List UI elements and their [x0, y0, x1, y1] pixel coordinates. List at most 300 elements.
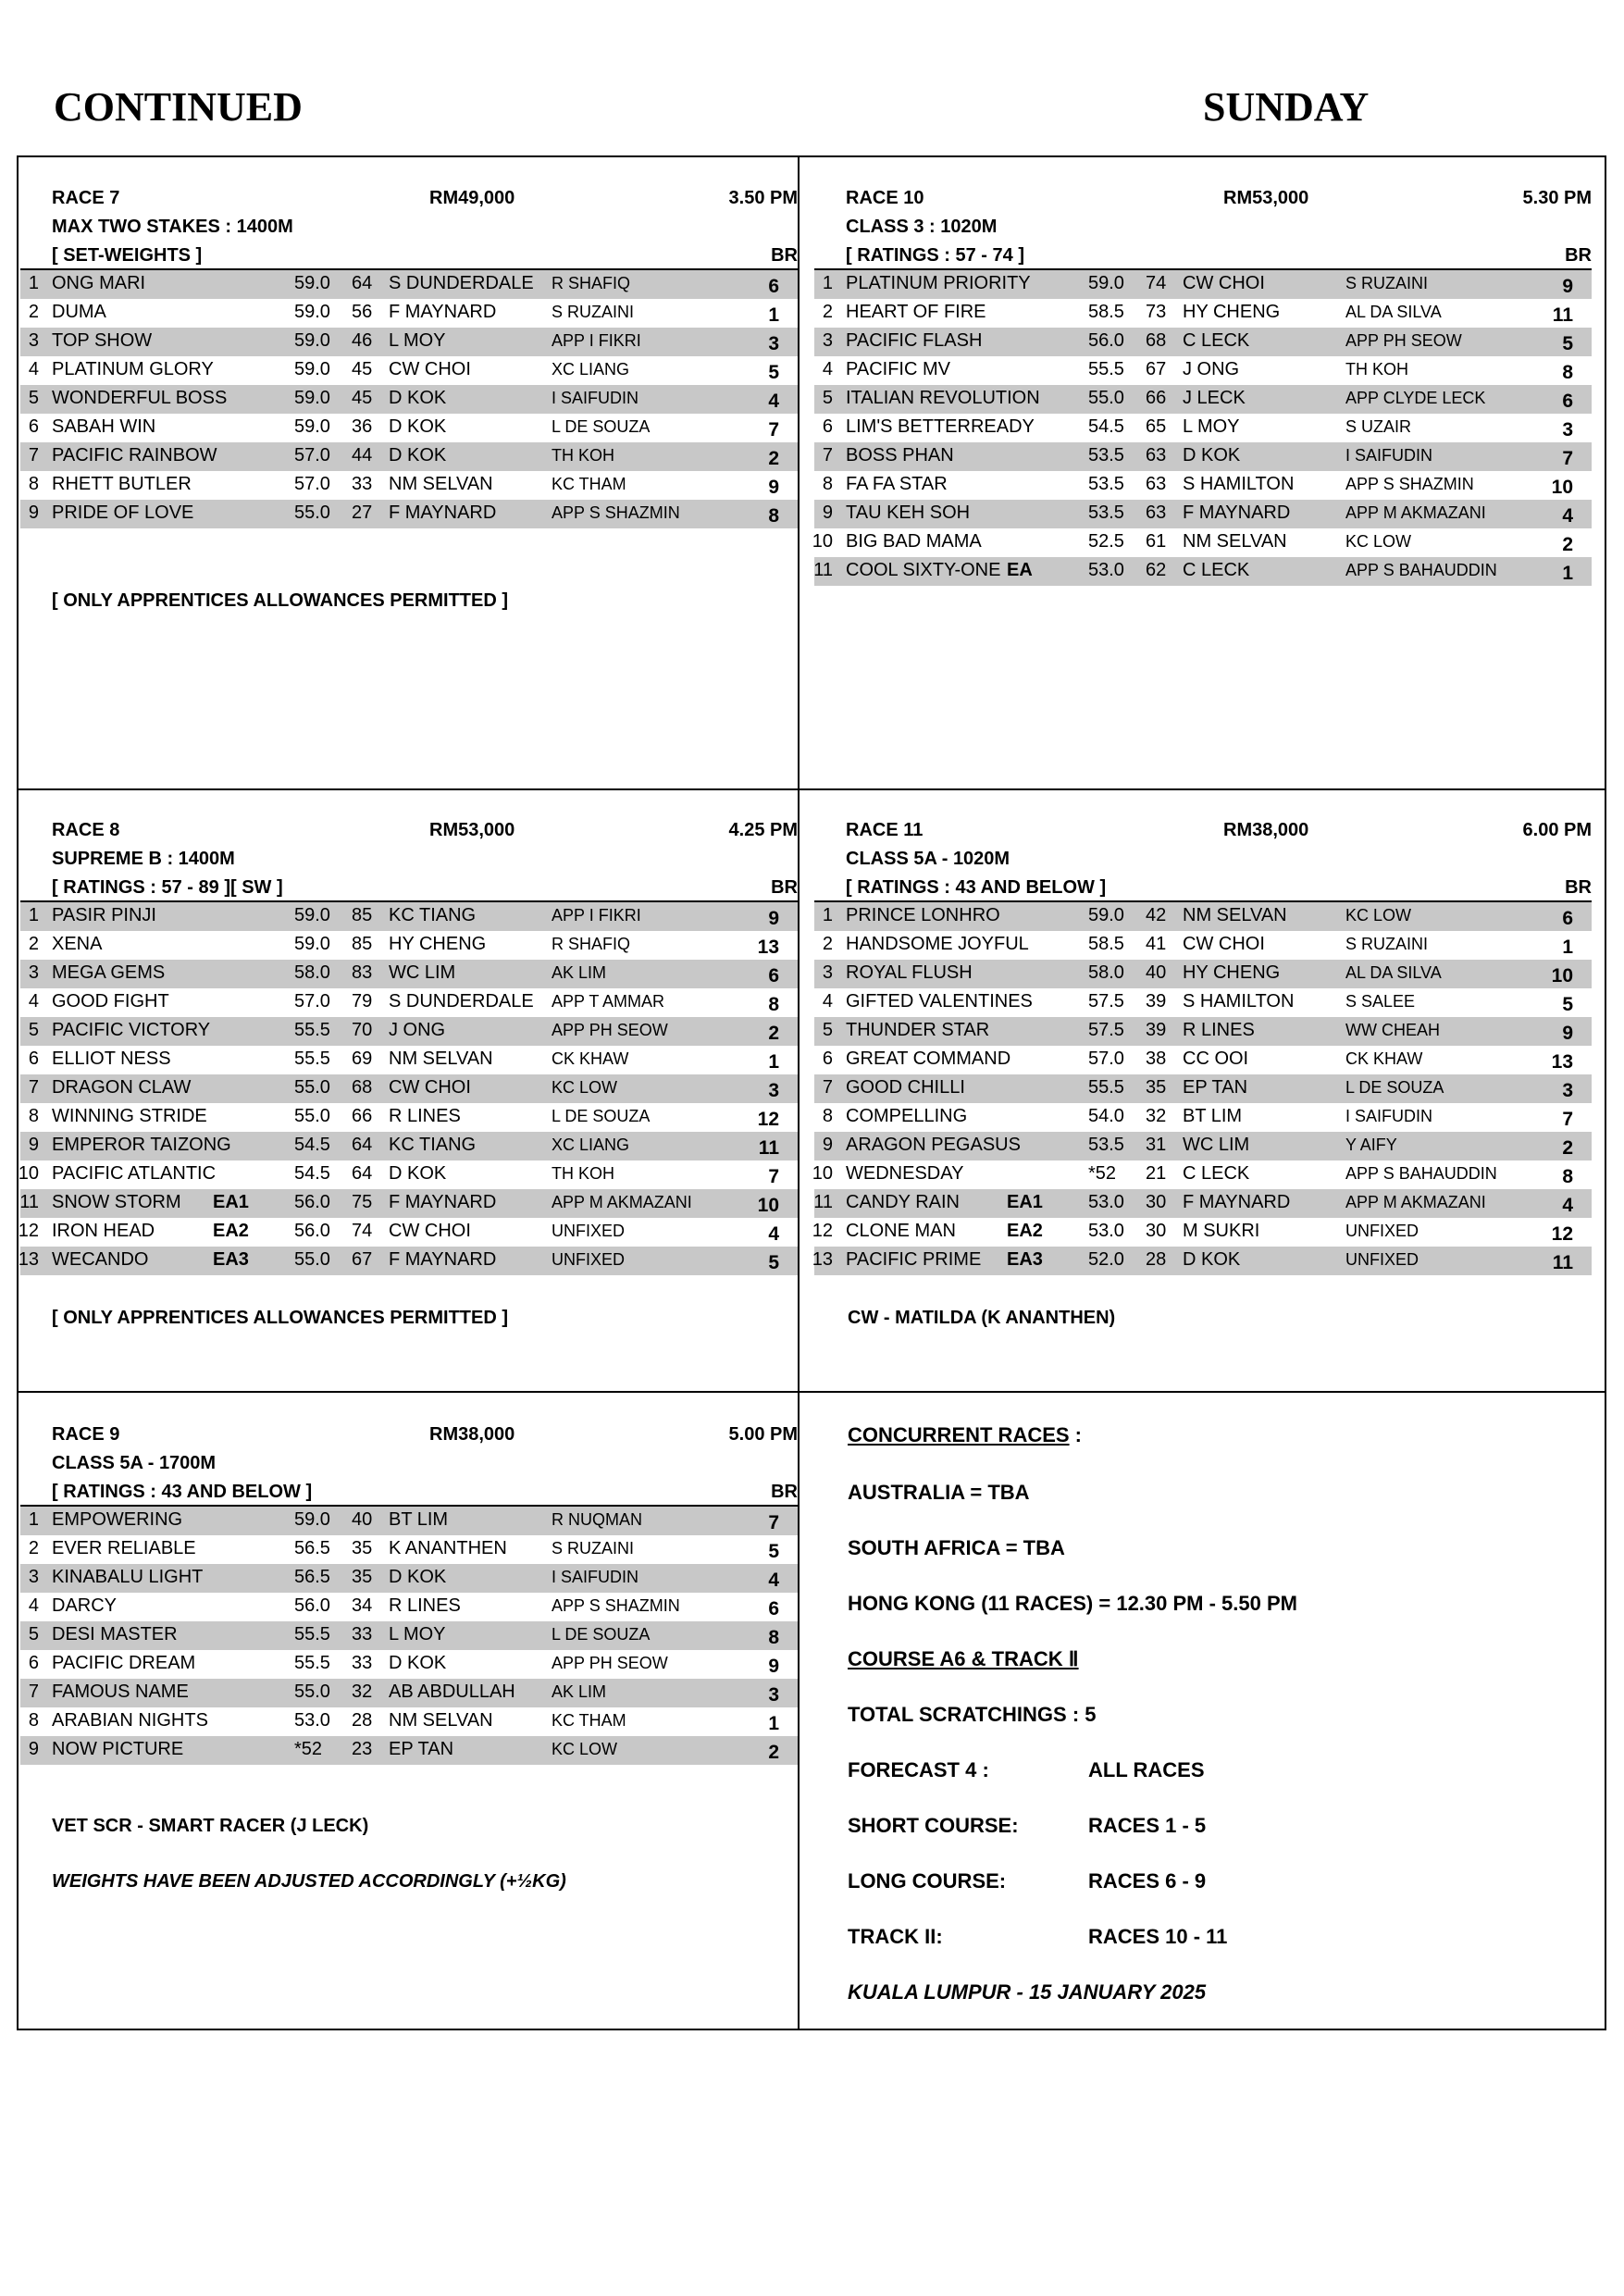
jockey-name: R LINES — [1183, 1020, 1255, 1040]
jockey-name: D KOK — [389, 445, 447, 465]
weight: 55.5 — [1088, 359, 1124, 379]
race-time: 5.00 PM — [728, 1424, 798, 1445]
horse-name: RHETT BUTLER — [52, 474, 192, 494]
weight: 56.5 — [294, 1538, 330, 1558]
jockey-name: AB ABDULLAH — [389, 1682, 515, 1702]
barrier-draw: 6 — [768, 965, 779, 987]
horse-name: THUNDER STAR — [846, 1020, 990, 1040]
jockey-name: D KOK — [1183, 1249, 1241, 1270]
course-track-line: COURSE A6 & TRACK Ⅱ — [848, 1647, 1079, 1670]
trainer-name: APP S SHAZMIN — [552, 1596, 680, 1615]
runner-number: 13 — [812, 1249, 833, 1270]
runner-row — [20, 328, 798, 356]
horse-name: GREAT COMMAND — [846, 1049, 1011, 1069]
jockey-name: J ONG — [1183, 359, 1240, 379]
race-ratings: [ RATINGS : 43 AND BELOW ] — [846, 877, 1107, 898]
rating: 35 — [1146, 1077, 1167, 1098]
runner-number: 3 — [822, 330, 833, 351]
barrier-draw: 4 — [768, 391, 779, 412]
runner-row — [814, 356, 1592, 385]
runner-row — [814, 299, 1592, 328]
forecast-value: ALL RACES — [1088, 1758, 1205, 1781]
runner-number: 8 — [822, 474, 833, 494]
concurrent-races-colon: : — [1069, 1423, 1083, 1446]
barrier-draw: 12 — [757, 1109, 779, 1130]
horse-name: PRIDE OF LOVE — [52, 503, 194, 523]
trainer-name: AL DA SILVA — [1345, 303, 1442, 321]
rating: 74 — [1146, 273, 1167, 293]
race-ratings: [ SET-WEIGHTS ] — [52, 245, 203, 266]
trainer-name: R SHAFIQ — [552, 274, 631, 292]
trainer-name: UNFIXED — [552, 1250, 626, 1269]
horse-name: PLATINUM GLORY — [52, 359, 214, 379]
runner-row — [20, 270, 798, 299]
barrier-draw: 8 — [768, 1627, 779, 1648]
australia-line: AUSTRALIA = TBA — [848, 1481, 1030, 1504]
runner-number: 5 — [822, 388, 833, 408]
weight: 53.0 — [1088, 1192, 1124, 1212]
runner-row — [20, 1247, 798, 1275]
rating: 83 — [352, 962, 373, 983]
runner-row — [20, 1650, 798, 1679]
race-prize: RM49,000 — [429, 188, 515, 208]
ea-tag: EA3 — [1007, 1249, 1043, 1270]
jockey-name: EP TAN — [1183, 1077, 1248, 1098]
trainer-name: APP S SHAZMIN — [1345, 475, 1474, 493]
runner-row — [20, 1218, 798, 1247]
horse-name: ITALIAN REVOLUTION — [846, 388, 1040, 408]
jockey-name: K ANANTHEN — [389, 1538, 507, 1558]
horse-name: GOOD CHILLI — [846, 1077, 965, 1098]
runner-row — [814, 1160, 1592, 1189]
jockey-name: CW CHOI — [389, 359, 471, 379]
runner-number: 3 — [28, 1567, 39, 1587]
rating: 69 — [352, 1049, 373, 1069]
runner-row — [814, 988, 1592, 1017]
jockey-name: HY CHENG — [389, 934, 487, 954]
jockey-name: D KOK — [389, 1163, 447, 1184]
runner-number: 1 — [28, 1509, 39, 1530]
forecast-label: FORECAST 4 : — [848, 1758, 989, 1781]
race-class-row — [20, 1449, 798, 1478]
barrier-draw: 3 — [1562, 1080, 1573, 1101]
trainer-name: APP I FIKRI — [552, 906, 641, 925]
race-9-weights-note: WEIGHTS HAVE BEEN ADJUSTED ACCORDINGLY (+½KG) — [52, 1871, 566, 1892]
runner-row — [20, 385, 798, 414]
trainer-name: L DE SOUZA — [552, 1625, 651, 1644]
rating: 67 — [352, 1249, 373, 1270]
weight: 59.0 — [294, 416, 330, 437]
race-class-row — [20, 213, 798, 242]
horse-name: NOW PICTURE — [52, 1739, 184, 1759]
race-class-row — [814, 845, 1592, 874]
rating: 34 — [352, 1595, 373, 1616]
race-ratings: [ RATINGS : 57 - 74 ] — [846, 245, 1024, 266]
trainer-name: UNFIXED — [552, 1222, 626, 1240]
jockey-name: F MAYNARD — [389, 1249, 497, 1270]
rating: 68 — [352, 1077, 373, 1098]
barrier-draw: 4 — [1562, 505, 1573, 527]
runner-row — [814, 528, 1592, 557]
race-block-9 — [20, 1421, 798, 1765]
barrier-draw: 6 — [1562, 908, 1573, 929]
track-value: RACES 10 - 11 — [1088, 1925, 1228, 1948]
runner-number: 7 — [822, 445, 833, 465]
rating: 73 — [1146, 302, 1167, 322]
rating: 33 — [352, 1653, 373, 1673]
rating: 40 — [352, 1509, 373, 1530]
rating: 66 — [352, 1106, 373, 1126]
horse-name: LIM'S BETTERREADY — [846, 416, 1035, 437]
rating: 63 — [1146, 474, 1167, 494]
race-prize: RM38,000 — [1223, 820, 1309, 840]
weight: *52 — [294, 1739, 323, 1759]
barrier-draw: 2 — [768, 1023, 779, 1044]
runner-number: 4 — [28, 359, 39, 379]
runner-row — [20, 1679, 798, 1707]
jockey-name: CC OOI — [1183, 1049, 1249, 1069]
barrier-draw: 1 — [768, 304, 779, 326]
race-block-10 — [814, 184, 1592, 586]
runner-number: 2 — [28, 1538, 39, 1558]
rating: 63 — [1146, 503, 1167, 523]
jockey-name: WC LIM — [389, 962, 456, 983]
race-class-row — [814, 213, 1592, 242]
trainer-name: XC LIANG — [552, 360, 630, 379]
weight: 55.5 — [294, 1653, 330, 1673]
barrier-draw: 1 — [768, 1051, 779, 1073]
runner-row — [814, 385, 1592, 414]
horse-name: SABAH WIN — [52, 416, 156, 437]
rating: 74 — [352, 1221, 373, 1241]
trainer-name: S SALEE — [1345, 992, 1416, 1011]
weight: 56.0 — [294, 1192, 330, 1212]
barrier-draw: 1 — [1562, 563, 1573, 584]
horse-name: IRON HEAD — [52, 1221, 155, 1241]
runner-row — [814, 557, 1592, 586]
rating: 64 — [352, 273, 373, 293]
jockey-name: C LECK — [1183, 560, 1250, 580]
race-class-row — [20, 845, 798, 874]
rating: 63 — [1146, 445, 1167, 465]
weight: 53.5 — [1088, 1135, 1124, 1155]
trainer-name: APP M AKMAZANI — [552, 1193, 692, 1211]
rating: 68 — [1146, 330, 1167, 351]
race-time: 4.25 PM — [728, 820, 798, 840]
trainer-name: APP T AMMAR — [552, 992, 665, 1011]
runner-row — [20, 356, 798, 385]
trainer-name: I SAIFUDIN — [552, 1568, 639, 1586]
jockey-name: C LECK — [1183, 1163, 1250, 1184]
runner-row — [20, 1535, 798, 1564]
runner-number: 2 — [28, 934, 39, 954]
horse-name: FA FA STAR — [846, 474, 948, 494]
rating: 28 — [352, 1710, 373, 1731]
runner-row — [814, 902, 1592, 931]
runner-number: 10 — [18, 1163, 39, 1184]
jockey-name: L MOY — [389, 330, 446, 351]
weight: 55.0 — [294, 1682, 330, 1702]
trainer-name: KC THAM — [552, 475, 626, 493]
trainer-name: APP S BAHAUDDIN — [1345, 561, 1497, 579]
barrier-draw: 6 — [768, 276, 779, 297]
runner-row — [20, 988, 798, 1017]
rating: 67 — [1146, 359, 1167, 379]
rating: 33 — [352, 474, 373, 494]
horse-name: DARCY — [52, 1595, 118, 1616]
weight: 53.0 — [1088, 560, 1124, 580]
horse-name: WECANDO — [52, 1249, 149, 1270]
trainer-name: APP CLYDE LECK — [1345, 389, 1486, 407]
trainer-name: I SAIFUDIN — [1345, 1107, 1433, 1125]
trainer-name: S RUZAINI — [552, 1539, 635, 1558]
jockey-name: WC LIM — [1183, 1135, 1250, 1155]
rating: 41 — [1146, 934, 1167, 954]
concurrent-races-title: CONCURRENT RACES — [848, 1423, 1070, 1446]
jockey-name: D KOK — [389, 388, 447, 408]
runner-number: 11 — [813, 560, 833, 580]
jockey-name: L MOY — [389, 1624, 446, 1644]
rating: 31 — [1146, 1135, 1167, 1155]
barrier-column-header: BR — [1565, 245, 1592, 266]
trainer-name: AK LIM — [552, 1682, 607, 1701]
rating: 75 — [352, 1192, 373, 1212]
jockey-name: BT LIM — [1183, 1106, 1243, 1126]
runner-number: 9 — [822, 1135, 833, 1155]
rating: 38 — [1146, 1049, 1167, 1069]
horse-name: PRINCE LONHRO — [846, 905, 1000, 925]
weight: 57.5 — [1088, 1020, 1124, 1040]
runner-number: 4 — [28, 1595, 39, 1616]
race-class: CLASS 5A - 1020M — [846, 849, 1010, 869]
horse-name: EVER RELIABLE — [52, 1538, 196, 1558]
runner-number: 11 — [813, 1192, 833, 1212]
runner-number: 8 — [28, 1106, 39, 1126]
runner-number: 7 — [28, 445, 39, 465]
horse-name: CANDY RAIN — [846, 1192, 960, 1212]
runner-number: 5 — [28, 1624, 39, 1644]
horse-name: PACIFIC FLASH — [846, 330, 983, 351]
rating: 36 — [352, 416, 373, 437]
weight: 57.5 — [1088, 991, 1124, 1011]
weight: 53.5 — [1088, 445, 1124, 465]
ea-tag: EA3 — [213, 1249, 249, 1270]
jockey-name: D KOK — [389, 1653, 447, 1673]
race-8-note: [ ONLY APPRENTICES ALLOWANCES PERMITTED ] — [52, 1308, 508, 1328]
barrier-draw: 5 — [768, 1541, 779, 1562]
barrier-draw: 7 — [1562, 448, 1573, 469]
trainer-name: I SAIFUDIN — [1345, 446, 1433, 465]
rating: 33 — [352, 1624, 373, 1644]
runner-number: 12 — [812, 1221, 833, 1241]
page-heading-continued: CONTINUED — [54, 84, 303, 130]
runner-number: 7 — [28, 1682, 39, 1702]
trainer-name: L DE SOUZA — [552, 1107, 651, 1125]
trainer-name: APP I FIKRI — [552, 331, 641, 350]
weight: 58.0 — [294, 962, 330, 983]
jockey-name: J ONG — [389, 1020, 446, 1040]
barrier-draw: 7 — [768, 1166, 779, 1187]
weight: 56.0 — [1088, 330, 1124, 351]
jockey-name: HY CHENG — [1183, 302, 1281, 322]
jockey-name: NM SELVAN — [389, 1710, 493, 1731]
weight: 59.0 — [294, 273, 330, 293]
runner-row — [20, 1564, 798, 1593]
jockey-name: F MAYNARD — [1183, 1192, 1291, 1212]
horse-name: KINABALU LIGHT — [52, 1567, 204, 1587]
runner-number: 2 — [822, 302, 833, 322]
rating: 28 — [1146, 1249, 1167, 1270]
horse-name: ELLIOT NESS — [52, 1049, 171, 1069]
row-divider-2 — [17, 1391, 1606, 1393]
rating: 39 — [1146, 991, 1167, 1011]
runner-row — [814, 471, 1592, 500]
horse-name: COMPELLING — [846, 1106, 968, 1126]
rating: 35 — [352, 1538, 373, 1558]
race-ratings: [ RATINGS : 43 AND BELOW ] — [52, 1482, 313, 1502]
horse-name: HEART OF FIRE — [846, 302, 986, 322]
rating: 21 — [1146, 1163, 1167, 1184]
jockey-name: F MAYNARD — [389, 1192, 497, 1212]
horse-name: GIFTED VALENTINES — [846, 991, 1033, 1011]
trainer-name: CK KHAW — [1345, 1049, 1423, 1068]
runner-row — [814, 931, 1592, 960]
horse-name: EMPEROR TAIZONG — [52, 1135, 231, 1155]
weight: 54.5 — [294, 1163, 330, 1184]
race-block-7 — [20, 184, 798, 528]
weight: 55.0 — [294, 1077, 330, 1098]
weight: 56.0 — [294, 1221, 330, 1241]
horse-name: SNOW STORM — [52, 1192, 181, 1212]
rating: 32 — [1146, 1106, 1167, 1126]
barrier-draw: 3 — [768, 1080, 779, 1101]
weight: 52.5 — [1088, 531, 1124, 552]
race-ratings-row — [814, 242, 1592, 270]
trainer-name: L DE SOUZA — [1345, 1078, 1444, 1097]
barrier-draw: 6 — [768, 1598, 779, 1620]
jockey-name: L MOY — [1183, 416, 1240, 437]
ea-tag: EA2 — [1007, 1221, 1043, 1241]
south-africa-line: SOUTH AFRICA = TBA — [848, 1536, 1065, 1559]
horse-name: ROYAL FLUSH — [846, 962, 973, 983]
runner-row — [20, 1507, 798, 1535]
runner-number: 5 — [28, 1020, 39, 1040]
runner-row — [20, 931, 798, 960]
weight: 59.0 — [1088, 905, 1124, 925]
race-ratings: [ RATINGS : 57 - 89 ][ SW ] — [52, 877, 283, 898]
weight: 58.5 — [1088, 934, 1124, 954]
weight: 59.0 — [294, 388, 330, 408]
runner-number: 2 — [28, 302, 39, 322]
barrier-draw: 3 — [768, 333, 779, 354]
weight: 53.5 — [1088, 503, 1124, 523]
rating: 85 — [352, 905, 373, 925]
weight: *52 — [1088, 1163, 1117, 1184]
trainer-name: Y AIFY — [1345, 1136, 1397, 1154]
ea-tag: EA1 — [1007, 1192, 1043, 1212]
weight: 53.5 — [1088, 474, 1124, 494]
weight: 55.0 — [294, 1106, 330, 1126]
runner-number: 3 — [822, 962, 833, 983]
race-header-row — [814, 816, 1592, 845]
horse-name: WINNING STRIDE — [52, 1106, 207, 1126]
weight: 54.5 — [294, 1135, 330, 1155]
barrier-draw: 9 — [768, 1656, 779, 1677]
weight: 59.0 — [294, 934, 330, 954]
jockey-name: NM SELVAN — [389, 1049, 493, 1069]
jockey-name: NM SELVAN — [389, 474, 493, 494]
horse-name: WEDNESDAY — [846, 1163, 964, 1184]
runner-row — [20, 299, 798, 328]
page-heading-day: SUNDAY — [1203, 84, 1370, 130]
weight: 59.0 — [294, 359, 330, 379]
weight: 55.0 — [294, 1249, 330, 1270]
concurrent-races-heading — [848, 1423, 1082, 1447]
horse-name: PACIFIC VICTORY — [52, 1020, 211, 1040]
weight: 53.0 — [1088, 1221, 1124, 1241]
jockey-name: M SUKRI — [1183, 1221, 1260, 1241]
runner-number: 9 — [28, 1135, 39, 1155]
race-number: RACE 8 — [52, 820, 120, 840]
runner-row — [20, 902, 798, 931]
race-prize: RM38,000 — [429, 1424, 515, 1445]
race-time: 6.00 PM — [1522, 820, 1592, 840]
weight: 59.0 — [294, 302, 330, 322]
weight: 57.0 — [294, 445, 330, 465]
runner-number: 1 — [28, 905, 39, 925]
total-scratchings: TOTAL SCRATCHINGS : 5 — [848, 1703, 1097, 1726]
runner-number: 3 — [28, 962, 39, 983]
jockey-name: KC TIANG — [389, 905, 477, 925]
horse-name: TOP SHOW — [52, 330, 153, 351]
jockey-name: C LECK — [1183, 330, 1250, 351]
weight: 56.0 — [294, 1595, 330, 1616]
race-time: 5.30 PM — [1522, 188, 1592, 208]
rating: 39 — [1146, 1020, 1167, 1040]
horse-name: DUMA — [52, 302, 106, 322]
trainer-name: R SHAFIQ — [552, 935, 631, 953]
horse-name: PACIFIC RAINBOW — [52, 445, 217, 465]
runner-row — [814, 960, 1592, 988]
race-9-vet-note: VET SCR - SMART RACER (J LECK) — [52, 1816, 369, 1836]
jockey-name: F MAYNARD — [389, 503, 497, 523]
runner-row — [20, 1103, 798, 1132]
trainer-name: I SAIFUDIN — [552, 389, 639, 407]
race-class: CLASS 5A - 1700M — [52, 1453, 217, 1473]
barrier-draw: 2 — [1562, 534, 1573, 555]
weight: 55.0 — [1088, 388, 1124, 408]
race-prize: RM53,000 — [429, 820, 515, 840]
runner-row — [814, 328, 1592, 356]
horse-name: MEGA GEMS — [52, 962, 166, 983]
trainer-name: APP S BAHAUDDIN — [1345, 1164, 1497, 1183]
long-course-label: LONG COURSE: — [848, 1869, 1007, 1893]
trainer-name: R NUQMAN — [552, 1510, 642, 1529]
race-class: SUPREME B : 1400M — [52, 849, 235, 869]
barrier-draw: 7 — [768, 419, 779, 441]
trainer-name: APP S SHAZMIN — [552, 503, 680, 522]
rating: 46 — [352, 330, 373, 351]
barrier-draw: 3 — [1562, 419, 1573, 441]
horse-name: BIG BAD MAMA — [846, 531, 982, 552]
weight: 57.0 — [294, 474, 330, 494]
rating: 64 — [352, 1135, 373, 1155]
barrier-draw: 7 — [1562, 1109, 1573, 1130]
runner-row — [20, 471, 798, 500]
trainer-name: TH KOH — [552, 446, 615, 465]
runner-number: 11 — [19, 1192, 39, 1212]
weight: 55.5 — [1088, 1077, 1124, 1098]
